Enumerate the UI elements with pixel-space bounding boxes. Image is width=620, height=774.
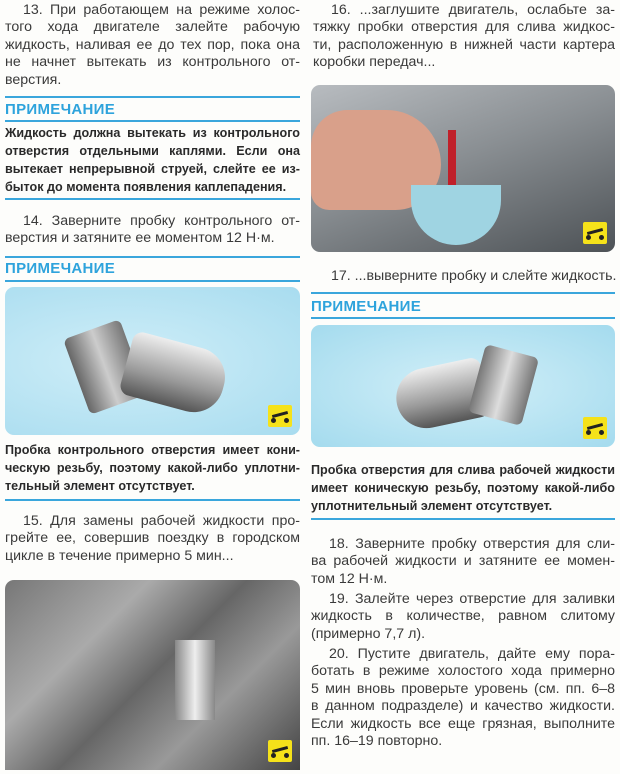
photo-drain-plug-removal (311, 85, 615, 252)
text-line: Пробка отверстия для слива рабочей жидкости (311, 463, 615, 477)
text-line: вытекает непрерывной струей, слейте ее из- (5, 162, 300, 176)
text-line: пп. 16–19 повторно. (311, 733, 443, 750)
paragraph-15 (5, 513, 300, 565)
paragraph-14 (5, 213, 300, 248)
paragraph-13 (5, 2, 300, 89)
car-lift-icon (268, 405, 292, 427)
paragraph-17 (313, 268, 615, 285)
text-line: имеет коническую резьбу, поэтому какой-либо (311, 481, 615, 495)
text-line: 19. Залейте через отверстие для заливки (329, 591, 615, 607)
text-line: Жидкость должна вытекать из контрольного (5, 126, 300, 140)
text-line: 18. Заверните пробку отверстия для сли- (329, 536, 615, 552)
text-line: грейте ее, совершив поездку в городском (5, 530, 300, 547)
note-heading: ПРИМЕЧАНИЕ (311, 298, 422, 315)
car-lift-icon (583, 417, 607, 439)
text-line: ботать в режиме холостого хода примерно (311, 663, 615, 680)
car-lift-icon (583, 222, 607, 244)
photo-engine-underside (5, 580, 300, 770)
text-line: не начнет вытекать из контрольного от- (5, 54, 300, 71)
photo-drain-plug (311, 325, 615, 447)
divider (5, 256, 300, 258)
text-line: ти, расположенную в нижней части картера (313, 36, 615, 53)
text-line: 16. ...заглушите двигатель, ослабьте за- (331, 2, 615, 18)
paragraph-19 (311, 591, 615, 643)
photo-caption (311, 461, 615, 515)
text-line: быток до момента появления каплепадения. (5, 180, 287, 194)
text-line: 5 мин вновь проверьте уровень (см. пп. 6–8 (311, 680, 615, 697)
text-line: коробки передач... (313, 54, 436, 71)
text-line: ва рабочей жидкости и затяните ее момен- (311, 553, 615, 570)
text-line: отверстия отдельными каплями. Если она (5, 144, 300, 158)
note-heading: ПРИМЕЧАНИЕ (5, 101, 116, 118)
text-line: ческую резьбу, поэтому какой-либо уплотни- (5, 461, 300, 475)
text-line: 14. Заверните пробку контрольного от- (23, 213, 300, 229)
text-line: 15. Для замены рабочей жидкости про- (23, 513, 300, 529)
note-text (5, 124, 300, 196)
divider (5, 120, 300, 122)
text-line: жидкость, наливая ее до тех пор, пока она (5, 36, 300, 53)
text-line: Если жидкость все еще грязная, выполните (311, 715, 615, 732)
text-line: верстия. (5, 71, 62, 88)
photo-control-plug (5, 287, 300, 435)
text-line: верстия и затяните ее моментом 12 Н·м. (5, 230, 275, 247)
divider (5, 96, 300, 98)
text-line: жидкость в количестве, равном слитому (311, 608, 615, 625)
text-line: том 12 Н·м. (311, 570, 388, 587)
car-lift-icon (268, 740, 292, 762)
divider (311, 317, 615, 319)
photo-caption (5, 441, 300, 495)
text-line: 17. ...выверните пробку и слейте жидкость. (331, 268, 617, 284)
paragraph-18 (311, 536, 615, 588)
divider (311, 292, 615, 294)
paragraph-16 (313, 2, 615, 72)
text-line: Пробка контрольного отверстия имеет кони- (5, 443, 300, 457)
text-line: тельный элемент отсутствует. (5, 479, 195, 493)
text-line: цикле в течение примерно 5 мин... (5, 547, 234, 564)
text-line: 13. При работающем на режиме холос- (23, 2, 300, 18)
text-line: в данном подразделе) и качество жидкости. (311, 698, 615, 715)
text-line: (примерно 7,7 л). (311, 625, 426, 642)
text-line: уплотнительный элемент отсутствует. (311, 499, 553, 513)
text-line: тяжку пробки отверстия для слива жидкос- (313, 19, 615, 36)
text-line: того хода двигателе залейте рабочую (5, 19, 300, 36)
divider (5, 198, 300, 200)
divider (5, 280, 300, 282)
divider (311, 518, 615, 520)
note-heading: ПРИМЕЧАНИЕ (5, 260, 116, 277)
paragraph-20 (311, 646, 615, 750)
text-line: 20. Пустите двигатель, дайте ему пора- (329, 646, 615, 662)
divider (5, 499, 300, 501)
